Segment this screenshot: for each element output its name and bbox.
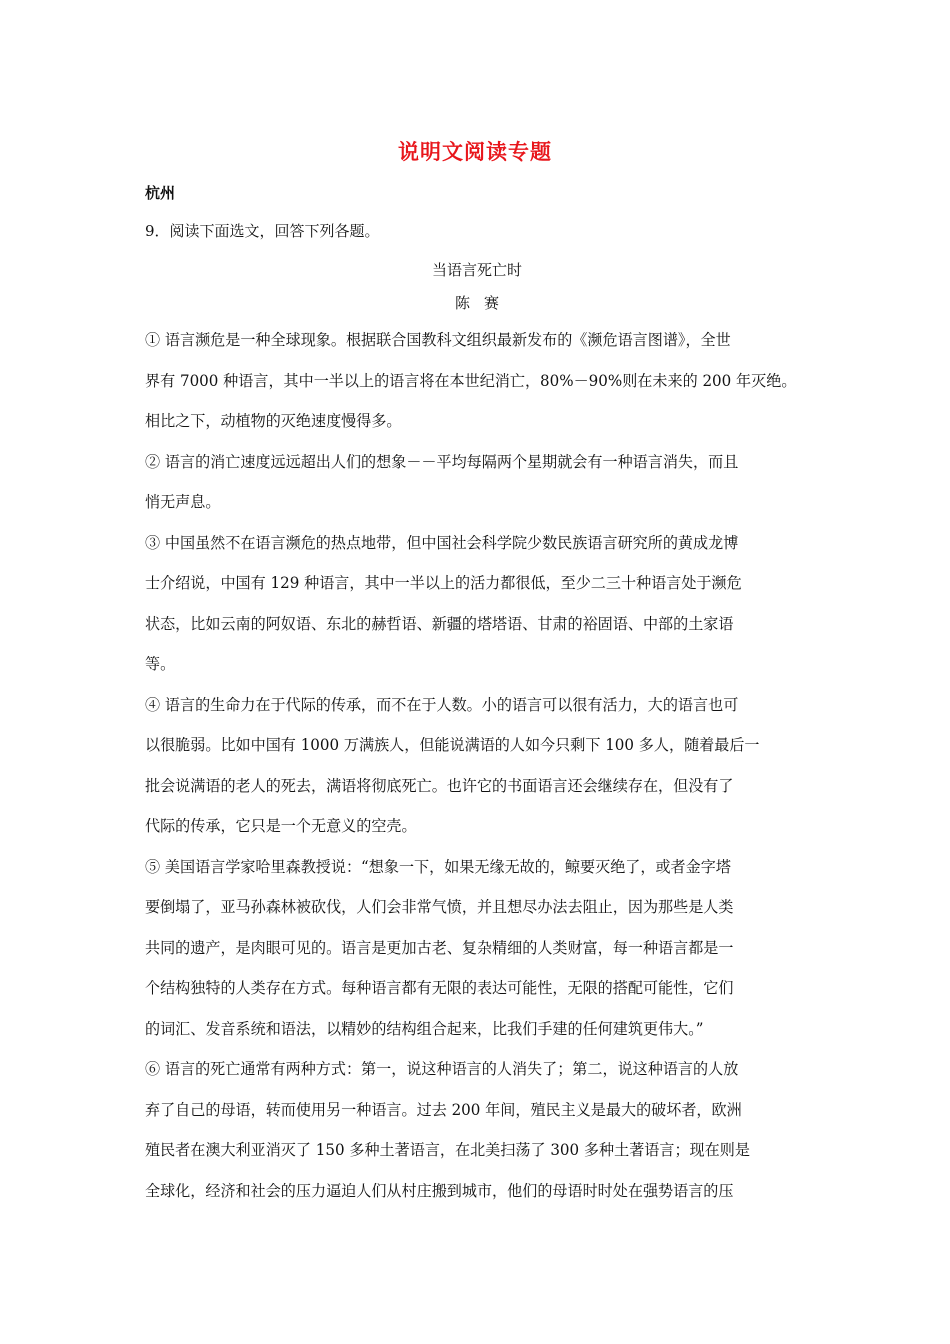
- paragraph-line: ③ 中国虽然不在语言濒危的热点地带，但中国社会科学院少数民族语言研究所的黄成龙博: [145, 533, 739, 552]
- paragraph-line: 个结构独特的人类存在方式。每种语言都有无限的表达可能性，无限的搭配可能性，它们: [145, 979, 734, 997]
- article-paragraph: [145, 685, 825, 847]
- paragraph-line: 相比之下，动植物的灭绝速度慢得多。: [145, 412, 402, 430]
- article-paragraph: [145, 523, 825, 685]
- paragraph-line: 士介绍说，中国有 129 种语言，其中一半以上的活力都很低，至少二三十种语言处于濒危: [145, 574, 742, 592]
- question-prompt: 9．阅读下面选文，回答下列各题。: [145, 222, 380, 240]
- article-paragraph: [145, 1049, 825, 1211]
- paragraph-line: 全球化，经济和社会的压力逼迫人们从村庄搬到城市，他们的母语时时处在强势语言的压: [145, 1181, 734, 1200]
- paragraph-line: 批会说满语的老人的死去，满语将彻底死亡。也许它的书面语言还会继续存在，但没有了: [145, 776, 734, 795]
- article-author: 陈赛: [454, 294, 513, 312]
- article-paragraph: [145, 847, 825, 1050]
- paragraph-line: 悄无声息。: [145, 493, 221, 511]
- paragraph-line: 界有 7000 种语言，其中一半以上的语言将在本世纪消亡，80%－90%则在未来的 200 年灭绝。: [145, 371, 797, 390]
- paragraph-line: 的词汇、发音系统和语法，以精妙的结构组合起来，比我们手建的任何建筑更伟大。”: [145, 1019, 704, 1038]
- paragraph-line: 殖民者在澳大利亚消灭了 150 多种土著语言，在北美扫荡了 300 多种土著语言；现在则是: [145, 1141, 750, 1159]
- document-title: 说明文阅读专题: [398, 140, 552, 164]
- paragraph-line: 弃了自己的母语，转而使用另一种语言。过去 200 年间，殖民主义是最大的破坏者，欧洲: [145, 1100, 742, 1119]
- paragraph-line: ⑥ 语言的死亡通常有两种方式：第一，说这种语言的人消失了；第二，说这种语言的人放: [145, 1060, 739, 1078]
- article-title: 当语言死亡时: [431, 261, 522, 279]
- paragraph-line: 以很脆弱。比如中国有 1000 万满族人，但能说满语的人如今只剩下 100 多人，随着最后一: [145, 736, 760, 754]
- article-paragraph: [145, 442, 825, 523]
- article-paragraph: [145, 320, 825, 442]
- paragraph-line: 状态，比如云南的阿奴语、东北的赫哲语、新疆的塔塔语、甘肃的裕固语、中部的土家语: [145, 614, 734, 633]
- paragraph-line: 共同的遗产，是肉眼可见的。语言是更加古老、复杂精细的人类财富，每一种语言都是一: [145, 938, 734, 957]
- paragraph-line: ② 语言的消亡速度远远超出人们的想象－－平均每隔两个星期就会有一种语言消失，而且: [145, 452, 739, 471]
- paragraph-line: 要倒塌了，亚马孙森林被砍伐，人们会非常气愤，并且想尽办法去阻止，因为那些是人类: [145, 898, 734, 916]
- paragraph-line: ① 语言濒危是一种全球现象。根据联合国教科文组织最新发布的《濒危语言图谱》，全世: [145, 331, 731, 349]
- article-body: [145, 320, 825, 1211]
- section-label: 杭州: [145, 184, 176, 202]
- paragraph-line: 等。: [145, 655, 176, 673]
- paragraph-line: ⑤ 美国语言学家哈里森教授说：“想象一下，如果无缘无故的，鲸要灭绝了，或者金字塔: [145, 857, 731, 876]
- paragraph-line: ④ 语言的生命力在于代际的传承，而不在于人数。小的语言可以很有活力，大的语言也可: [145, 695, 739, 714]
- paragraph-line: 代际的传承，它只是一个无意义的空壳。: [145, 817, 417, 835]
